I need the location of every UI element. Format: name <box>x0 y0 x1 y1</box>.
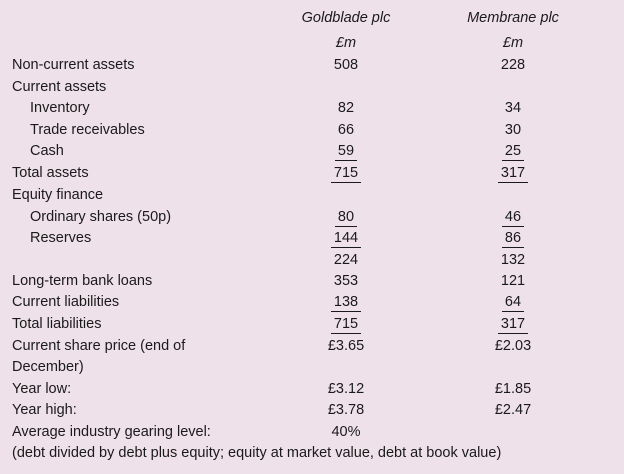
row-share-price-cont <box>0 357 624 378</box>
row-equity-subtotal <box>0 250 624 271</box>
row-label: Reserves <box>30 230 92 246</box>
value-membrane: 228 <box>500 57 526 73</box>
unit-membrane: £m <box>502 35 524 51</box>
row-label-continued: December) <box>12 359 84 375</box>
row-label: Average industry gearing level: <box>12 424 211 440</box>
value-membrane: 317 <box>500 314 526 335</box>
row-label: Year high: <box>12 402 77 418</box>
value-goldblade: 715 <box>333 314 359 335</box>
row-label: Current assets <box>12 79 107 95</box>
value-membrane: £1.85 <box>494 381 532 397</box>
row-cash <box>0 141 624 162</box>
row-current-assets <box>0 77 624 98</box>
row-year-high <box>0 400 624 421</box>
value-membrane: 46 <box>504 207 522 228</box>
value-goldblade: 138 <box>333 292 359 313</box>
value-goldblade: 59 <box>337 141 355 162</box>
value-membrane: £2.03 <box>494 338 532 354</box>
value-membrane: 30 <box>504 122 522 138</box>
row-gearing <box>0 422 624 443</box>
value-goldblade: 715 <box>333 163 359 184</box>
value-goldblade: £3.65 <box>327 338 365 354</box>
row-non-current-assets <box>0 55 624 76</box>
value-goldblade: 40% <box>331 424 361 440</box>
row-label: Total liabilities <box>12 316 102 332</box>
row-label: Cash <box>30 143 64 159</box>
row-note <box>0 443 624 464</box>
header-company-row <box>0 8 624 29</box>
value-membrane: 317 <box>500 163 526 184</box>
value-membrane: 25 <box>504 141 522 162</box>
value-membrane: £2.47 <box>494 402 532 418</box>
value-membrane: 121 <box>500 273 526 289</box>
row-label: Year low: <box>12 381 72 397</box>
row-label: Ordinary shares (50p) <box>30 209 172 225</box>
row-label: Trade receivables <box>30 122 145 138</box>
value-goldblade: £3.78 <box>327 402 365 418</box>
row-equity-finance <box>0 185 624 206</box>
value-goldblade: 353 <box>333 273 359 289</box>
value-membrane: 34 <box>504 100 522 116</box>
row-label: Current share price (end of <box>12 338 186 354</box>
value-goldblade: 508 <box>333 57 359 73</box>
row-reserves <box>0 228 624 249</box>
row-trade-receivables <box>0 120 624 141</box>
value-membrane: 86 <box>504 228 522 249</box>
gearing-note: (debt divided by debt plus equity; equity at market value, debt at book value) <box>12 445 502 461</box>
row-total-liabilities <box>0 314 624 335</box>
row-label: Long-term bank loans <box>12 273 153 289</box>
row-share-price <box>0 336 624 357</box>
row-label: Total assets <box>12 165 89 181</box>
value-goldblade: 224 <box>333 252 359 268</box>
value-goldblade: 82 <box>337 100 355 116</box>
value-membrane: 132 <box>500 252 526 268</box>
value-goldblade: £3.12 <box>327 381 365 397</box>
unit-goldblade: £m <box>335 35 357 51</box>
value-goldblade: 80 <box>337 207 355 228</box>
value-membrane: 64 <box>504 292 522 313</box>
row-current-liabilities <box>0 292 624 313</box>
row-label: Equity finance <box>12 187 104 203</box>
row-total-assets <box>0 163 624 184</box>
row-label: Non-current assets <box>12 57 135 73</box>
row-year-low <box>0 379 624 400</box>
header-unit-row <box>0 33 624 54</box>
row-inventory <box>0 98 624 119</box>
row-label: Inventory <box>30 100 90 116</box>
value-goldblade: 66 <box>337 122 355 138</box>
row-ordinary-shares <box>0 207 624 228</box>
company-name-membrane: Membrane plc <box>467 10 559 26</box>
value-goldblade: 144 <box>333 228 359 249</box>
row-label: Current liabilities <box>12 294 120 310</box>
row-long-term-loans <box>0 271 624 292</box>
company-name-goldblade: Goldblade plc <box>301 10 391 26</box>
